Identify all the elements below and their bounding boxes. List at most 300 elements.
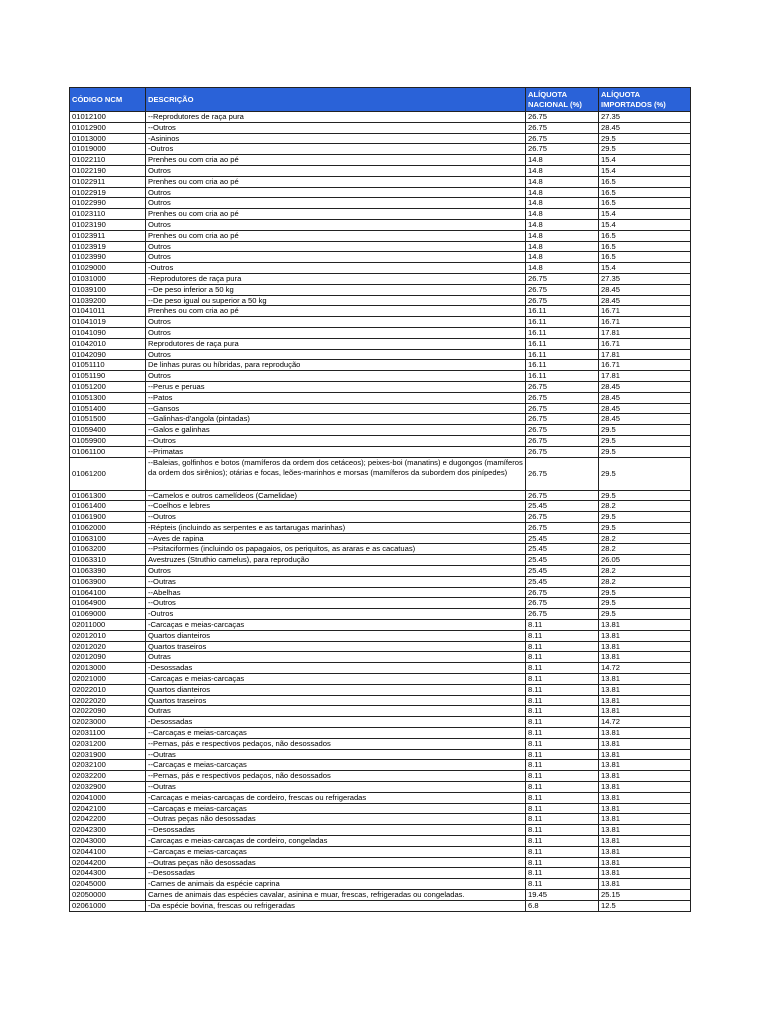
cell-codigo: 01041090 (70, 327, 146, 338)
cell-codigo: 01063310 (70, 555, 146, 566)
cell-aliquota-nacional: 8.11 (526, 760, 599, 771)
cell-aliquota-importados: 15.4 (599, 155, 691, 166)
cell-descricao: --Camelos e outros camelídeos (Camelidae) (146, 490, 526, 501)
table-row (70, 284, 691, 295)
cell-aliquota-nacional: 26.75 (526, 512, 599, 523)
cell-codigo: 01022911 (70, 176, 146, 187)
table-row (70, 609, 691, 620)
cell-descricao: Outros (146, 566, 526, 577)
cell-descricao: --Desossadas (146, 868, 526, 879)
cell-codigo: 01063100 (70, 533, 146, 544)
table-row (70, 836, 691, 847)
cell-descricao: -Carcaças e meias-carcaças de cordeiro, frescas ou refrigeradas (146, 792, 526, 803)
cell-descricao: --Outros (146, 122, 526, 133)
cell-codigo: 01051500 (70, 414, 146, 425)
table-row (70, 306, 691, 317)
table-row (70, 814, 691, 825)
cell-aliquota-nacional: 14.8 (526, 209, 599, 220)
table-row (70, 803, 691, 814)
cell-codigo: 01063390 (70, 566, 146, 577)
cell-aliquota-nacional: 8.11 (526, 825, 599, 836)
cell-codigo: 02042100 (70, 803, 146, 814)
cell-codigo: 01059400 (70, 425, 146, 436)
table-row (70, 512, 691, 523)
cell-aliquota-nacional: 26.75 (526, 435, 599, 446)
table-row (70, 533, 691, 544)
cell-descricao: -Desossadas (146, 663, 526, 674)
cell-descricao: --Outras (146, 749, 526, 760)
cell-descricao: --Perus e peruas (146, 381, 526, 392)
cell-descricao: --Outras (146, 576, 526, 587)
header-codigo: CÓDIGO NCM (70, 88, 146, 112)
cell-descricao: -Outros (146, 144, 526, 155)
cell-aliquota-nacional: 8.11 (526, 684, 599, 695)
cell-descricao: Outras (146, 706, 526, 717)
cell-aliquota-importados: 29.5 (599, 490, 691, 501)
cell-descricao: -Reprodutores de raça pura (146, 273, 526, 284)
cell-codigo: 02012010 (70, 630, 146, 641)
cell-codigo: 01062000 (70, 522, 146, 533)
cell-aliquota-importados: 17.81 (599, 327, 691, 338)
cell-descricao: -Carcaças e meias-carcaças (146, 674, 526, 685)
table-row (70, 457, 691, 490)
table-row (70, 717, 691, 728)
cell-aliquota-importados: 13.81 (599, 760, 691, 771)
cell-descricao: Outros (146, 327, 526, 338)
cell-descricao: Prenhes ou com cria ao pé (146, 176, 526, 187)
cell-codigo: 02041000 (70, 792, 146, 803)
cell-aliquota-nacional: 26.75 (526, 381, 599, 392)
cell-aliquota-importados: 13.81 (599, 868, 691, 879)
table-row (70, 652, 691, 663)
cell-aliquota-nacional: 8.11 (526, 857, 599, 868)
cell-descricao: Prenhes ou com cria ao pé (146, 306, 526, 317)
cell-aliquota-importados: 13.81 (599, 652, 691, 663)
table-header (70, 88, 691, 112)
table-row (70, 544, 691, 555)
table-row (70, 273, 691, 284)
cell-codigo: 01061100 (70, 446, 146, 457)
table-row (70, 684, 691, 695)
cell-aliquota-importados: 16.5 (599, 241, 691, 252)
table-row (70, 879, 691, 890)
table-row (70, 209, 691, 220)
cell-descricao: -Outros (146, 609, 526, 620)
cell-descricao: --Baleias, golfinhos e botos (mamíferos da ordem dos cetáceos); peixes-boi (manatins) e dugongos (mamíferos da ordem dos sirênios); otárias e focas, leões-marinhos e morsas (mamíferos da subordem dos pinípedes) (146, 457, 526, 490)
cell-aliquota-importados: 17.81 (599, 371, 691, 382)
cell-aliquota-importados: 29.5 (599, 522, 691, 533)
cell-aliquota-nacional: 26.75 (526, 273, 599, 284)
cell-aliquota-importados: 29.5 (599, 512, 691, 523)
cell-aliquota-nacional: 8.11 (526, 641, 599, 652)
cell-aliquota-importados: 17.81 (599, 349, 691, 360)
cell-aliquota-importados: 13.81 (599, 814, 691, 825)
cell-aliquota-nacional: 26.75 (526, 457, 599, 490)
cell-aliquota-importados: 13.81 (599, 728, 691, 739)
cell-codigo: 01019000 (70, 144, 146, 155)
cell-aliquota-nacional: 26.75 (526, 392, 599, 403)
cell-aliquota-importados: 26.05 (599, 555, 691, 566)
cell-aliquota-importados: 28.2 (599, 501, 691, 512)
cell-aliquota-importados: 12.5 (599, 900, 691, 911)
cell-aliquota-importados: 13.81 (599, 803, 691, 814)
cell-descricao: Avestruzes (Struthio camelus), para reprodução (146, 555, 526, 566)
cell-codigo: 02032900 (70, 782, 146, 793)
cell-codigo: 02042300 (70, 825, 146, 836)
cell-codigo: 01022990 (70, 198, 146, 209)
cell-aliquota-nacional: 25.45 (526, 501, 599, 512)
cell-aliquota-importados: 28.2 (599, 544, 691, 555)
cell-aliquota-nacional: 26.75 (526, 122, 599, 133)
cell-aliquota-nacional: 26.75 (526, 598, 599, 609)
table-row (70, 792, 691, 803)
cell-aliquota-importados: 16.5 (599, 252, 691, 263)
cell-descricao: Quartos traseiros (146, 641, 526, 652)
cell-codigo: 02044100 (70, 846, 146, 857)
cell-codigo: 01061300 (70, 490, 146, 501)
cell-aliquota-nacional: 26.75 (526, 112, 599, 123)
cell-codigo: 02044200 (70, 857, 146, 868)
cell-aliquota-nacional: 16.11 (526, 306, 599, 317)
table-row (70, 360, 691, 371)
cell-codigo: 01042090 (70, 349, 146, 360)
table-row (70, 566, 691, 577)
table-row (70, 868, 691, 879)
table-row (70, 857, 691, 868)
table-row (70, 706, 691, 717)
cell-aliquota-importados: 16.5 (599, 198, 691, 209)
table-row (70, 349, 691, 360)
cell-codigo: 01061200 (70, 457, 146, 490)
cell-codigo: 02043000 (70, 836, 146, 847)
cell-descricao: Prenhes ou com cria ao pé (146, 230, 526, 241)
table-row (70, 155, 691, 166)
table-row (70, 760, 691, 771)
cell-aliquota-importados: 28.2 (599, 566, 691, 577)
cell-descricao: Outros (146, 371, 526, 382)
cell-aliquota-importados: 29.5 (599, 457, 691, 490)
cell-descricao: -Outros (146, 263, 526, 274)
cell-aliquota-nacional: 8.11 (526, 738, 599, 749)
cell-descricao: Prenhes ou com cria ao pé (146, 209, 526, 220)
cell-aliquota-importados: 13.81 (599, 792, 691, 803)
cell-codigo: 02012020 (70, 641, 146, 652)
cell-descricao: Outros (146, 317, 526, 328)
table-body (70, 112, 691, 912)
cell-aliquota-importados: 14.72 (599, 663, 691, 674)
cell-codigo: 01012900 (70, 122, 146, 133)
cell-aliquota-nacional: 26.75 (526, 587, 599, 598)
table-row (70, 317, 691, 328)
table-row (70, 576, 691, 587)
cell-descricao: Quartos traseiros (146, 695, 526, 706)
cell-aliquota-importados: 16.71 (599, 360, 691, 371)
cell-descricao: --De peso inferior a 50 kg (146, 284, 526, 295)
cell-aliquota-nacional: 26.75 (526, 609, 599, 620)
cell-aliquota-importados: 13.81 (599, 846, 691, 857)
cell-aliquota-nacional: 8.11 (526, 814, 599, 825)
cell-descricao: --Pernas, pás e respectivos pedaços, não desossados (146, 771, 526, 782)
cell-aliquota-importados: 13.81 (599, 771, 691, 782)
table-row (70, 425, 691, 436)
cell-descricao: --Coelhos e lebres (146, 501, 526, 512)
table-row (70, 620, 691, 631)
cell-aliquota-nacional: 26.75 (526, 284, 599, 295)
table-row (70, 749, 691, 760)
cell-aliquota-importados: 16.5 (599, 187, 691, 198)
cell-codigo: 01051190 (70, 371, 146, 382)
cell-descricao: Outros (146, 165, 526, 176)
cell-descricao: Quartos dianteiros (146, 684, 526, 695)
cell-aliquota-nacional: 16.11 (526, 338, 599, 349)
cell-aliquota-importados: 13.81 (599, 749, 691, 760)
cell-aliquota-importados: 13.81 (599, 738, 691, 749)
table-row (70, 522, 691, 533)
cell-aliquota-nacional: 8.11 (526, 717, 599, 728)
cell-codigo: 01012100 (70, 112, 146, 123)
cell-aliquota-nacional: 8.11 (526, 674, 599, 685)
cell-aliquota-nacional: 19.45 (526, 889, 599, 900)
cell-descricao: Reprodutores de raça pura (146, 338, 526, 349)
cell-aliquota-importados: 13.81 (599, 825, 691, 836)
cell-aliquota-importados: 13.81 (599, 620, 691, 631)
cell-codigo: 01051300 (70, 392, 146, 403)
ncm-table (69, 87, 691, 912)
cell-aliquota-importados: 29.5 (599, 133, 691, 144)
cell-descricao: Outras (146, 652, 526, 663)
cell-descricao: --De peso igual ou superior a 50 kg (146, 295, 526, 306)
cell-codigo: 01022110 (70, 155, 146, 166)
cell-aliquota-importados: 13.81 (599, 836, 691, 847)
table-row (70, 230, 691, 241)
cell-codigo: 02042200 (70, 814, 146, 825)
cell-codigo: 01023911 (70, 230, 146, 241)
table-row (70, 165, 691, 176)
table-row (70, 241, 691, 252)
cell-descricao: --Pernas, pás e respectivos pedaços, não desossados (146, 738, 526, 749)
cell-aliquota-nacional: 8.11 (526, 792, 599, 803)
cell-aliquota-nacional: 26.75 (526, 425, 599, 436)
table-row (70, 490, 691, 501)
cell-descricao: --Reprodutores de raça pura (146, 112, 526, 123)
table-row (70, 889, 691, 900)
cell-aliquota-nacional: 26.75 (526, 490, 599, 501)
cell-codigo: 02022090 (70, 706, 146, 717)
cell-codigo: 01069000 (70, 609, 146, 620)
table-row (70, 133, 691, 144)
cell-descricao: --Psitaciformes (incluindo os papagaios, os periquitos, as araras e as cacatuas) (146, 544, 526, 555)
cell-codigo: 01064100 (70, 587, 146, 598)
cell-codigo: 01022919 (70, 187, 146, 198)
table-row (70, 144, 691, 155)
cell-aliquota-nacional: 8.11 (526, 803, 599, 814)
cell-aliquota-importados: 16.71 (599, 338, 691, 349)
cell-aliquota-importados: 29.5 (599, 435, 691, 446)
cell-codigo: 01023990 (70, 252, 146, 263)
cell-aliquota-importados: 13.81 (599, 630, 691, 641)
cell-aliquota-nacional: 25.45 (526, 544, 599, 555)
cell-aliquota-importados: 13.81 (599, 782, 691, 793)
table-row (70, 122, 691, 133)
table-row (70, 674, 691, 685)
cell-codigo: 01059900 (70, 435, 146, 446)
cell-codigo: 01039100 (70, 284, 146, 295)
header-row (70, 88, 691, 112)
cell-descricao: -Répteis (incluindo as serpentes e as tartarugas marinhas) (146, 522, 526, 533)
cell-descricao: --Outros (146, 512, 526, 523)
cell-descricao: --Carcaças e meias-carcaças (146, 846, 526, 857)
table-row (70, 327, 691, 338)
header-descricao: DESCRIÇÃO (146, 88, 526, 112)
cell-codigo: 01061900 (70, 512, 146, 523)
cell-aliquota-importados: 27.35 (599, 112, 691, 123)
cell-aliquota-importados: 28.45 (599, 414, 691, 425)
cell-aliquota-nacional: 8.11 (526, 630, 599, 641)
cell-descricao: --Desossadas (146, 825, 526, 836)
table-row (70, 263, 691, 274)
table-row (70, 187, 691, 198)
cell-codigo: 02044300 (70, 868, 146, 879)
cell-descricao: --Galos e galinhas (146, 425, 526, 436)
cell-codigo: 02031100 (70, 728, 146, 739)
cell-codigo: 01041011 (70, 306, 146, 317)
header-aliquota-importados: ALÍQUOTA IMPORTADOS (%) (599, 88, 691, 112)
cell-aliquota-nacional: 8.11 (526, 652, 599, 663)
cell-descricao: --Carcaças e meias-carcaças (146, 728, 526, 739)
cell-descricao: --Primatas (146, 446, 526, 457)
cell-aliquota-nacional: 6.8 (526, 900, 599, 911)
cell-codigo: 01063900 (70, 576, 146, 587)
cell-descricao: --Gansos (146, 403, 526, 414)
table-row (70, 414, 691, 425)
table-row (70, 555, 691, 566)
table-row (70, 295, 691, 306)
table-row (70, 846, 691, 857)
cell-aliquota-importados: 13.81 (599, 641, 691, 652)
cell-descricao: Outros (146, 241, 526, 252)
cell-aliquota-nacional: 8.11 (526, 706, 599, 717)
cell-codigo: 01061400 (70, 501, 146, 512)
cell-aliquota-importados: 25.15 (599, 889, 691, 900)
cell-aliquota-importados: 28.45 (599, 295, 691, 306)
cell-aliquota-importados: 29.5 (599, 587, 691, 598)
cell-descricao: Outros (146, 252, 526, 263)
cell-aliquota-nacional: 8.11 (526, 728, 599, 739)
cell-aliquota-nacional: 8.11 (526, 868, 599, 879)
table-row (70, 630, 691, 641)
cell-aliquota-importados: 27.35 (599, 273, 691, 284)
cell-codigo: 02022020 (70, 695, 146, 706)
table-row (70, 728, 691, 739)
cell-aliquota-importados: 15.4 (599, 165, 691, 176)
cell-aliquota-importados: 28.45 (599, 381, 691, 392)
cell-aliquota-nacional: 8.11 (526, 836, 599, 847)
cell-aliquota-importados: 29.5 (599, 609, 691, 620)
cell-codigo: 01042010 (70, 338, 146, 349)
cell-aliquota-nacional: 8.11 (526, 620, 599, 631)
cell-codigo: 02032100 (70, 760, 146, 771)
cell-aliquota-importados: 15.4 (599, 219, 691, 230)
table-row (70, 381, 691, 392)
cell-aliquota-nacional: 25.45 (526, 576, 599, 587)
table-row (70, 900, 691, 911)
cell-descricao: Outros (146, 198, 526, 209)
table-row (70, 695, 691, 706)
cell-descricao: --Galinhas-d'angola (pintadas) (146, 414, 526, 425)
cell-codigo: 01051200 (70, 381, 146, 392)
cell-aliquota-importados: 13.81 (599, 706, 691, 717)
cell-codigo: 02031200 (70, 738, 146, 749)
cell-aliquota-importados: 13.81 (599, 684, 691, 695)
cell-aliquota-nacional: 26.75 (526, 403, 599, 414)
cell-aliquota-nacional: 14.8 (526, 176, 599, 187)
cell-descricao: --Outras (146, 782, 526, 793)
cell-aliquota-nacional: 14.8 (526, 263, 599, 274)
cell-codigo: 01023110 (70, 209, 146, 220)
cell-descricao: --Abelhas (146, 587, 526, 598)
cell-aliquota-nacional: 16.11 (526, 317, 599, 328)
cell-aliquota-importados: 28.45 (599, 122, 691, 133)
cell-descricao: --Carcaças e meias-carcaças (146, 760, 526, 771)
cell-aliquota-nacional: 16.11 (526, 360, 599, 371)
cell-aliquota-importados: 29.5 (599, 425, 691, 436)
cell-codigo: 02021000 (70, 674, 146, 685)
cell-codigo: 01023919 (70, 241, 146, 252)
cell-aliquota-importados: 14.72 (599, 717, 691, 728)
cell-descricao: -Da espécie bovina, frescas ou refrigeradas (146, 900, 526, 911)
cell-aliquota-importados: 28.45 (599, 284, 691, 295)
table-row (70, 403, 691, 414)
cell-codigo: 02050000 (70, 889, 146, 900)
cell-descricao: Outros (146, 187, 526, 198)
table-row (70, 435, 691, 446)
cell-codigo: 02031900 (70, 749, 146, 760)
cell-aliquota-importados: 16.71 (599, 317, 691, 328)
cell-aliquota-nacional: 8.11 (526, 879, 599, 890)
cell-aliquota-nacional: 26.75 (526, 144, 599, 155)
cell-codigo: 01013000 (70, 133, 146, 144)
ncm-spreadsheet (69, 87, 690, 912)
table-row (70, 112, 691, 123)
cell-codigo: 02061000 (70, 900, 146, 911)
cell-aliquota-importados: 13.81 (599, 695, 691, 706)
cell-aliquota-importados: 15.4 (599, 263, 691, 274)
cell-descricao: Quartos dianteiros (146, 630, 526, 641)
table-row (70, 371, 691, 382)
cell-aliquota-importados: 16.71 (599, 306, 691, 317)
table-row (70, 782, 691, 793)
cell-aliquota-importados: 28.45 (599, 403, 691, 414)
cell-codigo: 01031000 (70, 273, 146, 284)
cell-codigo: 01041019 (70, 317, 146, 328)
cell-aliquota-nacional: 16.11 (526, 327, 599, 338)
cell-descricao: Outros (146, 219, 526, 230)
table-row (70, 587, 691, 598)
cell-codigo: 01039200 (70, 295, 146, 306)
cell-aliquota-importados: 13.81 (599, 857, 691, 868)
cell-descricao: Outros (146, 349, 526, 360)
table-row (70, 771, 691, 782)
cell-descricao: -Carnes de animais da espécie caprina (146, 879, 526, 890)
cell-aliquota-importados: 29.5 (599, 446, 691, 457)
cell-aliquota-nacional: 25.45 (526, 555, 599, 566)
cell-codigo: 01029000 (70, 263, 146, 274)
cell-codigo: 02012090 (70, 652, 146, 663)
cell-aliquota-nacional: 14.8 (526, 198, 599, 209)
cell-codigo: 02045000 (70, 879, 146, 890)
cell-aliquota-importados: 16.5 (599, 176, 691, 187)
table-row (70, 219, 691, 230)
